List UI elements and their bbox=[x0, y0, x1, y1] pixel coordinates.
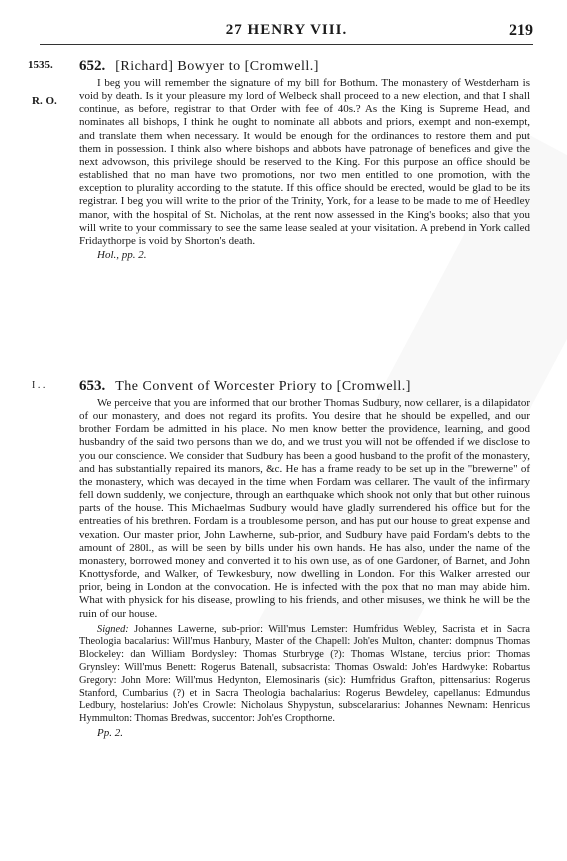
signatories bbox=[79, 624, 530, 726]
entry-title: [Richard] Bowyer to [Cromwell.] bbox=[115, 59, 319, 74]
entry-652 bbox=[79, 58, 530, 262]
page-number: 219 bbox=[509, 22, 533, 39]
margin-mark: I . . bbox=[32, 380, 46, 391]
entry-heading bbox=[79, 58, 530, 75]
running-head bbox=[40, 22, 533, 40]
entry-number: 652. bbox=[79, 58, 106, 74]
entry-title: The Convent of Worcester Priory to [Cromwell.] bbox=[115, 379, 411, 394]
margin-year: 1535. bbox=[28, 59, 53, 71]
header-rule bbox=[40, 44, 533, 45]
signed-label: Signed: bbox=[97, 623, 129, 635]
entry-source: Pp. 2. bbox=[97, 727, 123, 740]
entry-heading bbox=[79, 378, 530, 395]
entry-653 bbox=[79, 378, 530, 740]
entry-number: 653. bbox=[79, 378, 106, 394]
entry-body: We perceive that you are informed that our brother Thomas Sudbury, now cellarer, is a dilapidator of our monastery, and does not regard its profits. You desire that he should be expelled, and our brother Fordam be admitted in his place. No men know better the providence, learning, and good husbandry of the said two persons than we do, and we trust you will not be offended if we disclose to you our conscience. We consider that Sudbury has been a good husband to the profit of the monastery, and has substantially repaired its manors, &c. He has a frame ready to be set up in the "brewerne" of the monastery, which was decayed in the time when Fordam was cellarer. The vault of the infirmary fell down suddenly, we conjecture, through an earthquake which shook not only that but other ruinous parts of the house. This Michaelmas Sudbury would have gladly surrendered his office but for the entreaties of his brethren. Fordam is a troublesome person, and has put our house to great expense and vexation. Our master prior, John Lawherne, sub-prior, and Sudbury have paid Fordam's debts to the amount of 280l., as will be seen by bills under his own hands. He has also, under the name of the monastery, borrowed money and converted it to his own use, as of one Gardoner, of Barnet, and John Knottysforde, and Walker, of Tewkesbury, now dwelling in London. For this Walker arrested our prior, being in London at the convocation. He is infected with the pox that no man may abide him. What with physick for his disease, prowling to his friends, and other misuses, we think he will be the ruin of our house. bbox=[79, 397, 530, 620]
margin-source-ref: R. O. bbox=[32, 95, 57, 107]
running-title: 27 HENRY VIII. bbox=[225, 22, 348, 38]
signatory-list: Johannes Lawerne, sub-prior: Will'mus Lemster: Humfridus Webley, Sacrista et in Sacra Theologia bacalarius: Will'mus Hanbury, Master of the Chapell: Joh'es Multon, chanter: dompnus Thomas Blockeley: dan William Bordysley: Thomas Sturbryge (?): Thomas Wlstane, tercius prior: Thomas Grynsley: Will'mus Benett: Rogerus Batenall, subsacrista: Thomas Oswald: Joh'es Hardwyke: Robartus Gregory: John More: Will'mus Hedynton, Elemosinaris (sic): Humfridus Grafton, pittensarius: Rogerus Stanford, Cumbarius (?) et in Sacra Theologia bachalarius: Rogerus Bewdeley, capellanus: Edmundus Ledbury, hostelarius: Joh'es Crowle: Nicholaus Shypystun, subscelararius: Johannes Newnam: Henricus Hymmulton: Thomas Bredwas, succentor: Joh'es Cropthorne. bbox=[79, 623, 530, 725]
entry-source: Hol., pp. 2. bbox=[97, 249, 147, 262]
entry-body: I beg you will remember the signature of my bill for Bothum. The monastery of Westderham is void by death. Is it your pleasure my lord of Welbeck shall proceed to a new election, and that I shall continue, as before, registrar to that Order with fee of 40s.? As the King is Supreme Head, and nominates all bishops, I think he ought to nominate all abbots and priors, exempt and non-exempt, and translate them when necessary. It would be enough for the ordinances to restore them and put them in possession. I think also where bishops and abbots have patronage of benefices and give the next advowson, this privilege should be reserved to the King. For this purpose an office should be established that no man have two promotions, nor two men entitled to one promotion, with the exception to plurality according to the statute. If this office should be erected, would be glad to be its registrar. I beg you will write to the prior of the Trinity, York, for a lease to be made to me of Heedley manor, with the hospital of St. Nicholas, at the rent now assessed in the King's books; also that you will write to your commissary to see the same lease sealed at your visitation. A prebend in York called Fridaythorpe is void by Shorton's death. bbox=[79, 77, 530, 247]
